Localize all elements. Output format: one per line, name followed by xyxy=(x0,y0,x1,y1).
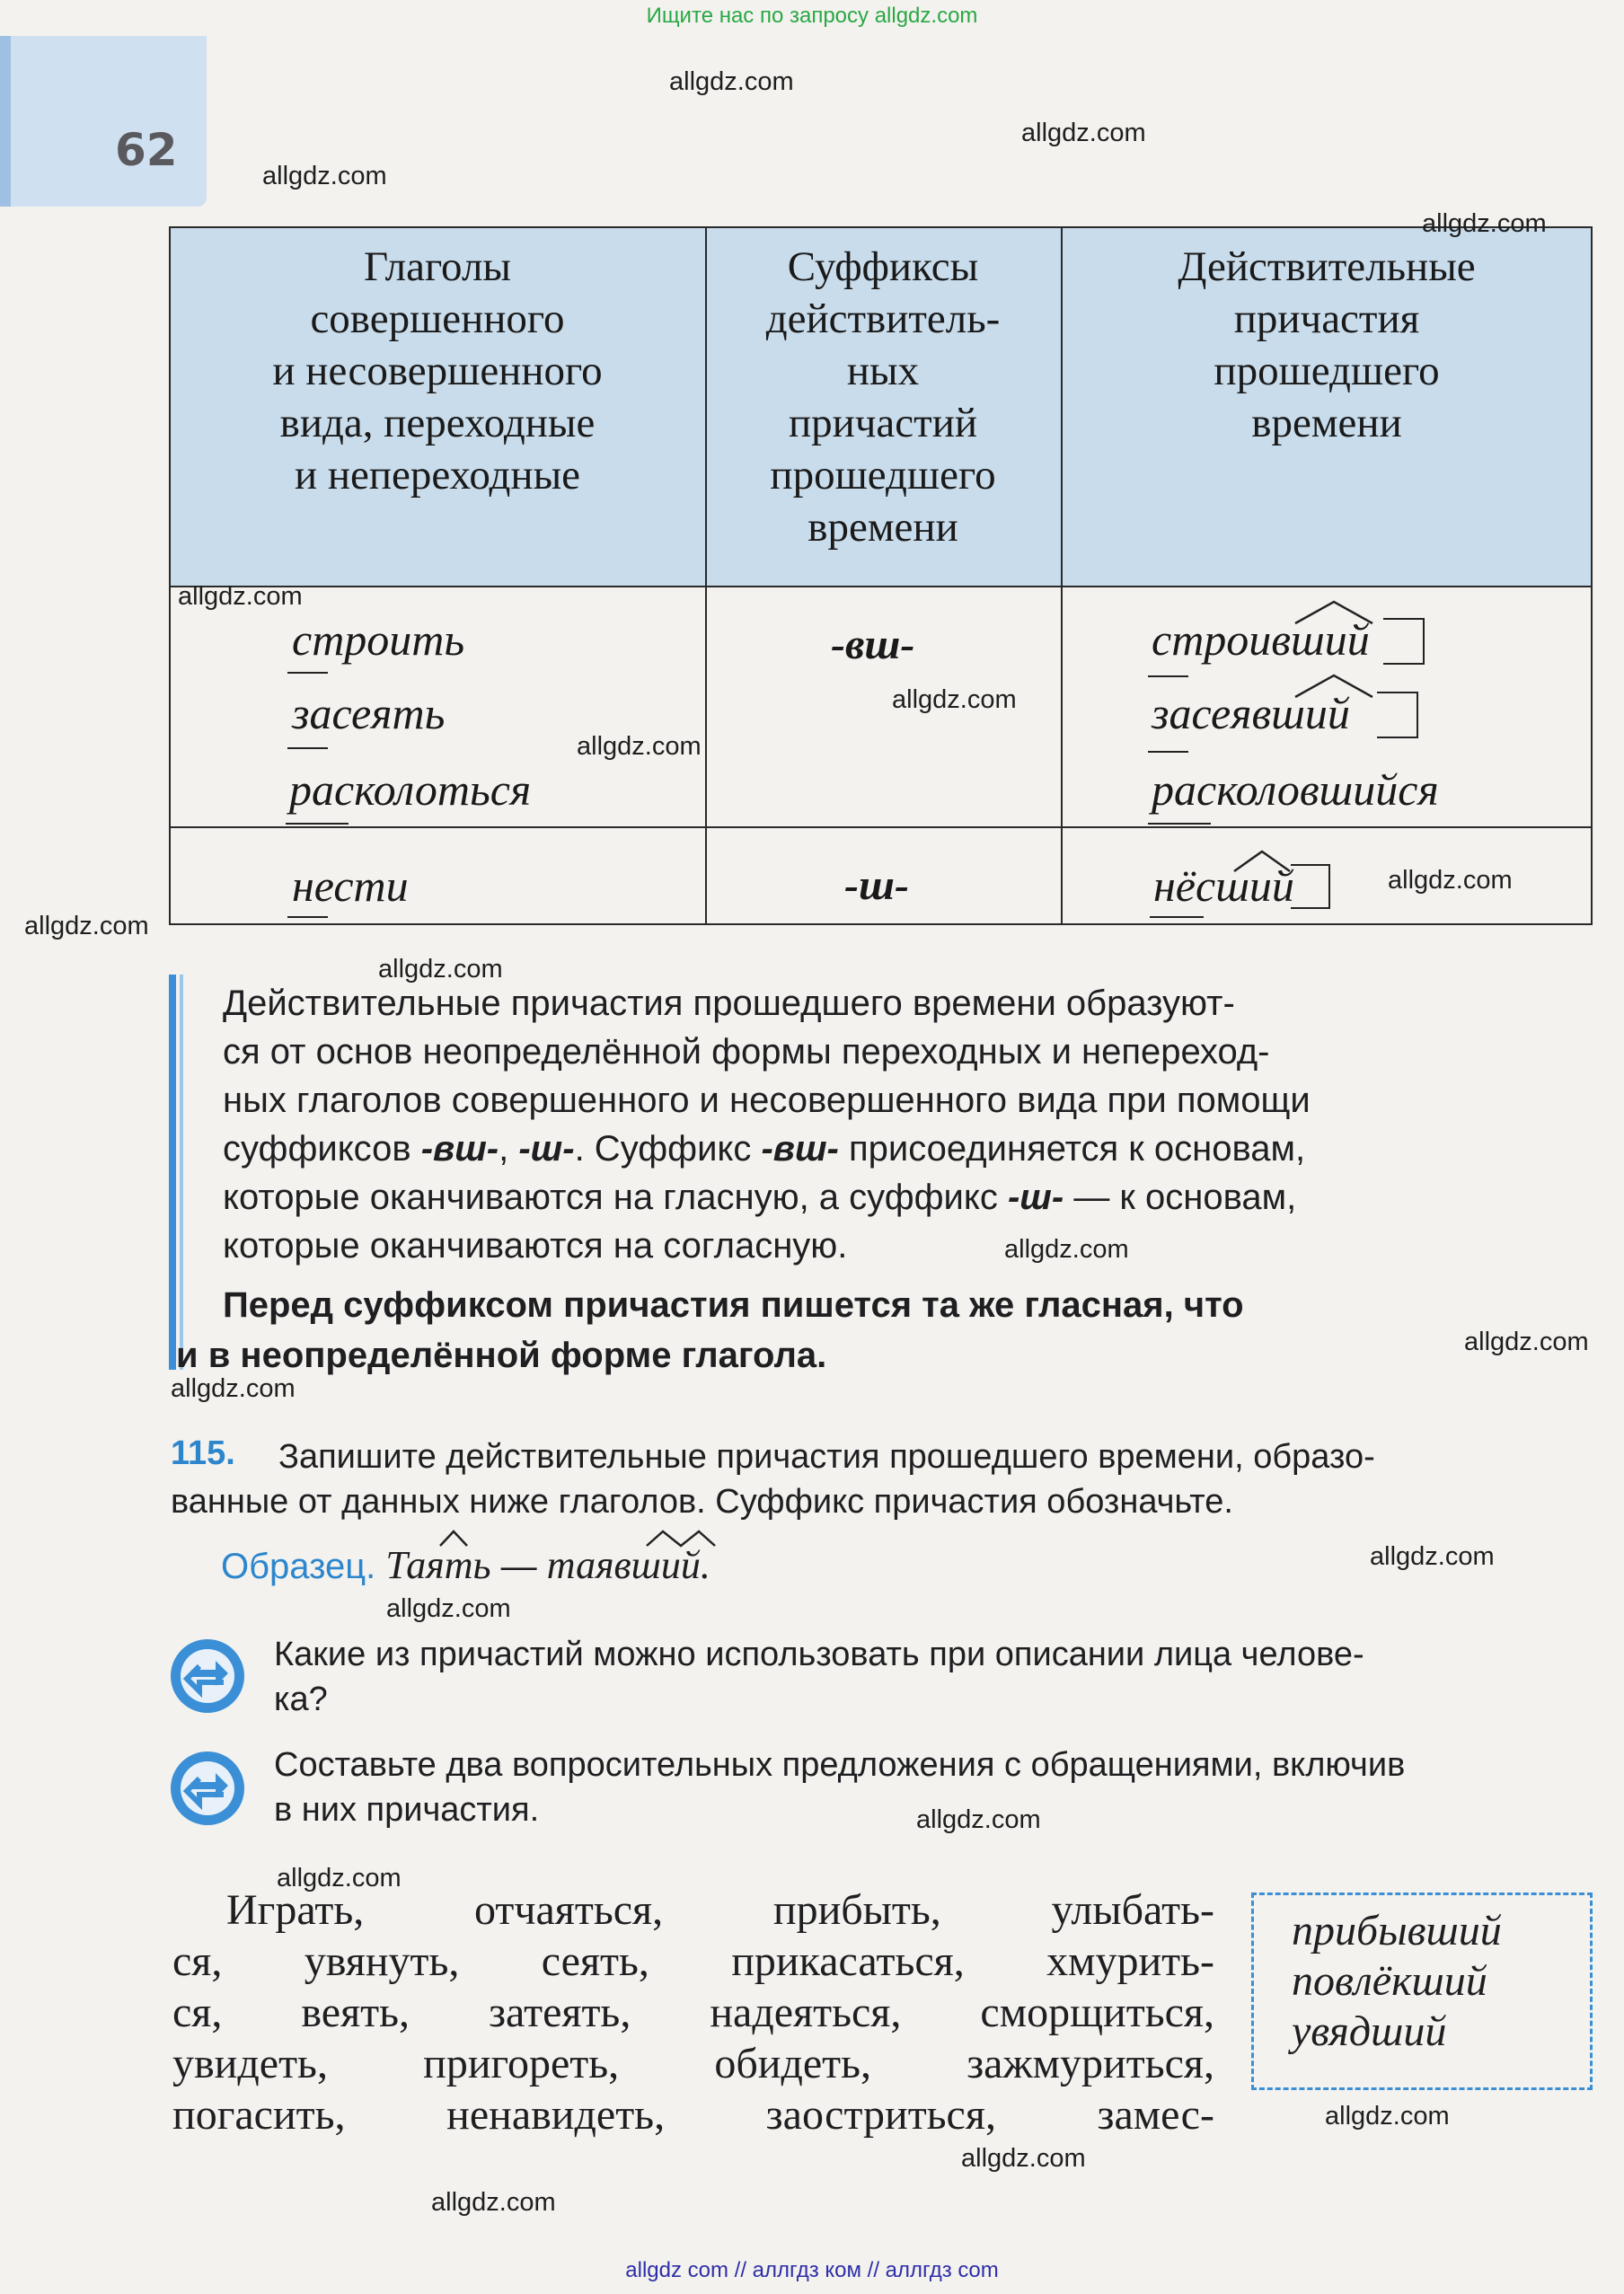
discussion-icon xyxy=(171,1639,244,1713)
table-header-participles xyxy=(1064,241,1590,449)
rule-line xyxy=(223,1173,1593,1222)
table-suffix: -ш- xyxy=(844,861,909,909)
watermark: allgdz.com xyxy=(1004,1235,1129,1264)
sample-dash: — xyxy=(500,1547,537,1586)
table-suffix: -вш- xyxy=(831,621,915,668)
verb-word: ся, xyxy=(172,1937,223,1985)
table-header-verbs xyxy=(172,241,702,501)
rule-text xyxy=(223,979,1593,1270)
suffix-vsh: -вш- xyxy=(761,1129,839,1169)
rule-line xyxy=(223,1028,1593,1076)
rule-accent-bar xyxy=(180,975,183,1370)
verb-word: погасить, xyxy=(172,2091,346,2139)
page-edge-stripe xyxy=(0,36,11,207)
rule-span: которые оканчиваются на гласную, а суффикс xyxy=(223,1178,998,1217)
question-text: в них причастия. xyxy=(274,1791,540,1829)
rule-accent-bar xyxy=(169,975,176,1370)
verb-word: прикасаться, xyxy=(731,1937,965,1985)
table-participle: расколовшийся xyxy=(1152,764,1439,815)
vocabulary-word: повлёкший xyxy=(1292,1957,1487,2005)
stress-mark xyxy=(438,1530,469,1548)
table-verb: засеять xyxy=(292,688,446,738)
watermark: allgdz.com xyxy=(24,912,149,940)
verb-word: прибыть, xyxy=(772,1886,941,1934)
page-corner-tab xyxy=(0,36,207,207)
question-text: ка? xyxy=(274,1681,328,1718)
watermark: allgdz.com xyxy=(1422,209,1547,238)
table-verb: расколоться xyxy=(289,764,532,815)
verb-word: улыбать- xyxy=(1051,1886,1214,1934)
verb-word: обидеть, xyxy=(714,2040,872,2087)
watermark: allgdz.com xyxy=(378,955,503,984)
watermark: allgdz.com xyxy=(431,2188,556,2217)
suffix-sh: -ш- xyxy=(1007,1178,1064,1217)
rule-span: ся от основ неопределённой формы переходных и непереход- xyxy=(223,1032,1270,1072)
header-line: вида, переходные xyxy=(279,400,596,446)
rule-bold-text xyxy=(176,1280,1593,1381)
table-divider xyxy=(705,226,707,925)
verb-line xyxy=(172,1987,1214,2038)
verb-word: зажмуриться, xyxy=(966,2040,1214,2087)
vocabulary-word: прибывший xyxy=(1292,1907,1502,1954)
root-underline xyxy=(287,672,328,674)
vocabulary-box xyxy=(1251,1893,1593,2090)
root-underline xyxy=(287,747,328,749)
watermark: allgdz.com xyxy=(1464,1328,1589,1356)
exercise-text: ванные от данных ниже глаголов. Суффикс причастия обозначьте. xyxy=(171,1483,1233,1521)
table-header-suffixes xyxy=(708,241,1058,553)
header-line: прошедшего xyxy=(770,452,996,499)
verb-word: замес- xyxy=(1097,2091,1214,2139)
rule-line xyxy=(223,1076,1593,1125)
watermark: allgdz.com xyxy=(171,1374,296,1403)
verb-list xyxy=(172,1884,1214,2140)
header-line: Суффиксы xyxy=(787,243,979,290)
rule-bold-line: и в неопределённой форме глагола. xyxy=(176,1336,827,1375)
watermark: allgdz.com xyxy=(262,162,387,190)
top-banner[interactable]: Ищите нас по запросу allgdz.com xyxy=(646,4,978,28)
verb-word: пригореть, xyxy=(423,2040,620,2087)
root-underline xyxy=(1148,823,1211,825)
verb-word: ненавидеть, xyxy=(446,2091,666,2139)
rule-span: которые оканчиваются на согласную. xyxy=(223,1226,848,1266)
table-participle: строивший xyxy=(1152,614,1370,665)
rule-line xyxy=(223,979,1593,1028)
watermark: allgdz.com xyxy=(669,67,794,96)
watermark: allgdz.com xyxy=(1325,2102,1450,2131)
rule-span: , xyxy=(499,1129,509,1169)
rule-span: Действительные причастия прошедшего времени образуют- xyxy=(223,984,1235,1023)
sample-verb: Таять xyxy=(385,1543,491,1587)
table-divider xyxy=(169,586,1593,587)
verb-word: хмурить- xyxy=(1046,1937,1214,1985)
vocabulary-word: увядший xyxy=(1292,2007,1447,2055)
ending-box xyxy=(1377,692,1418,738)
verb-word: веять, xyxy=(301,1989,410,2036)
table-verb: нести xyxy=(292,860,409,911)
watermark: allgdz.com xyxy=(577,732,702,761)
ending-box xyxy=(1291,864,1330,909)
rule-span: суффиксов xyxy=(223,1129,411,1169)
sample-label: Образец. xyxy=(221,1547,376,1586)
rule-line xyxy=(223,1222,1593,1270)
verb-word: сморщиться, xyxy=(980,1989,1214,2036)
root-underline xyxy=(1148,751,1188,753)
table-divider xyxy=(169,826,1593,828)
ending-box xyxy=(1383,618,1425,665)
verb-word: отчаяться, xyxy=(474,1886,664,1934)
suffix-vsh: -вш- xyxy=(420,1129,499,1169)
verb-line xyxy=(172,1936,1214,1987)
header-line: ных xyxy=(846,348,920,394)
watermark: allgdz.com xyxy=(1370,1542,1495,1571)
verb-word: сеять, xyxy=(541,1937,649,1985)
header-line: Действительные xyxy=(1178,243,1476,290)
table-verb: строить xyxy=(292,614,465,665)
header-line: прошедшего xyxy=(1214,348,1440,394)
exercise-sample xyxy=(221,1542,710,1588)
watermark: allgdz.com xyxy=(892,685,1017,714)
verb-word: затеять, xyxy=(489,1989,631,2036)
verb-word: ся, xyxy=(172,1989,223,2036)
header-line: и непереходные xyxy=(294,452,581,499)
sample-participle: таявший. xyxy=(546,1543,710,1587)
bottom-banner[interactable]: allgdz com // аллгдз ком // аллгдз com xyxy=(625,2258,999,2282)
verb-word: увидеть, xyxy=(172,2040,328,2087)
rule-line xyxy=(223,1125,1593,1173)
verb-line xyxy=(172,2089,1214,2140)
rule-span: присоединяется к основам, xyxy=(848,1129,1306,1169)
header-line: времени xyxy=(1251,400,1402,446)
rule-span: ных глаголов совершенного и несовершенного вида при помощи xyxy=(223,1081,1311,1120)
rule-bold-line: Перед суффиксом причастия пишется та же гласная, что xyxy=(223,1285,1244,1325)
watermark: allgdz.com xyxy=(916,1805,1041,1834)
verb-word: заостриться, xyxy=(765,2091,996,2139)
header-line: времени xyxy=(808,504,958,551)
root-underline xyxy=(1150,916,1204,918)
root-underline xyxy=(287,916,328,918)
header-line: совершенного xyxy=(310,296,565,342)
question-text: Составьте два вопросительных предложения с обращениями, включив xyxy=(274,1746,1406,1784)
watermark: allgdz.com xyxy=(277,1864,402,1893)
suffix-arc-mark xyxy=(1293,674,1374,699)
exercise-number: 115. xyxy=(171,1434,235,1472)
rule-span: — к основам, xyxy=(1073,1178,1297,1217)
header-line: действитель- xyxy=(765,296,1001,342)
verb-word: Играть, xyxy=(226,1886,365,1934)
watermark: allgdz.com xyxy=(386,1594,511,1623)
exercise-text: Запишите действительные причастия прошедшего времени, образо- xyxy=(278,1438,1375,1476)
header-line: и несовершенного xyxy=(272,348,603,394)
discussion-icon xyxy=(171,1751,244,1825)
root-underline xyxy=(286,823,349,825)
suffix-arc-mark xyxy=(1232,850,1292,873)
table-divider xyxy=(1061,226,1063,925)
question-text: Какие из причастий можно использовать при описании лица челове- xyxy=(274,1636,1364,1673)
header-line: причастий xyxy=(788,400,977,446)
rule-span: . Суффикс xyxy=(574,1129,752,1169)
watermark: allgdz.com xyxy=(1021,119,1146,147)
suffix-arc-mark xyxy=(1293,600,1374,625)
verb-word: надеяться, xyxy=(710,1989,902,2036)
watermark: allgdz.com xyxy=(961,2144,1086,2173)
page-number: 62 xyxy=(115,124,178,176)
watermark: allgdz.com xyxy=(1388,866,1513,895)
header-line: причастия xyxy=(1233,296,1420,342)
table-participle: засеявший xyxy=(1152,688,1350,738)
header-line: Глаголы xyxy=(364,243,511,290)
suffix-sh: -ш- xyxy=(518,1129,575,1169)
verb-word: увянуть, xyxy=(304,1937,460,1985)
verb-line xyxy=(172,2038,1214,2089)
suffix-arc-mark xyxy=(645,1530,717,1548)
table-participle: нёсший xyxy=(1153,860,1294,911)
root-underline xyxy=(1148,675,1188,677)
watermark: allgdz.com xyxy=(178,582,303,611)
